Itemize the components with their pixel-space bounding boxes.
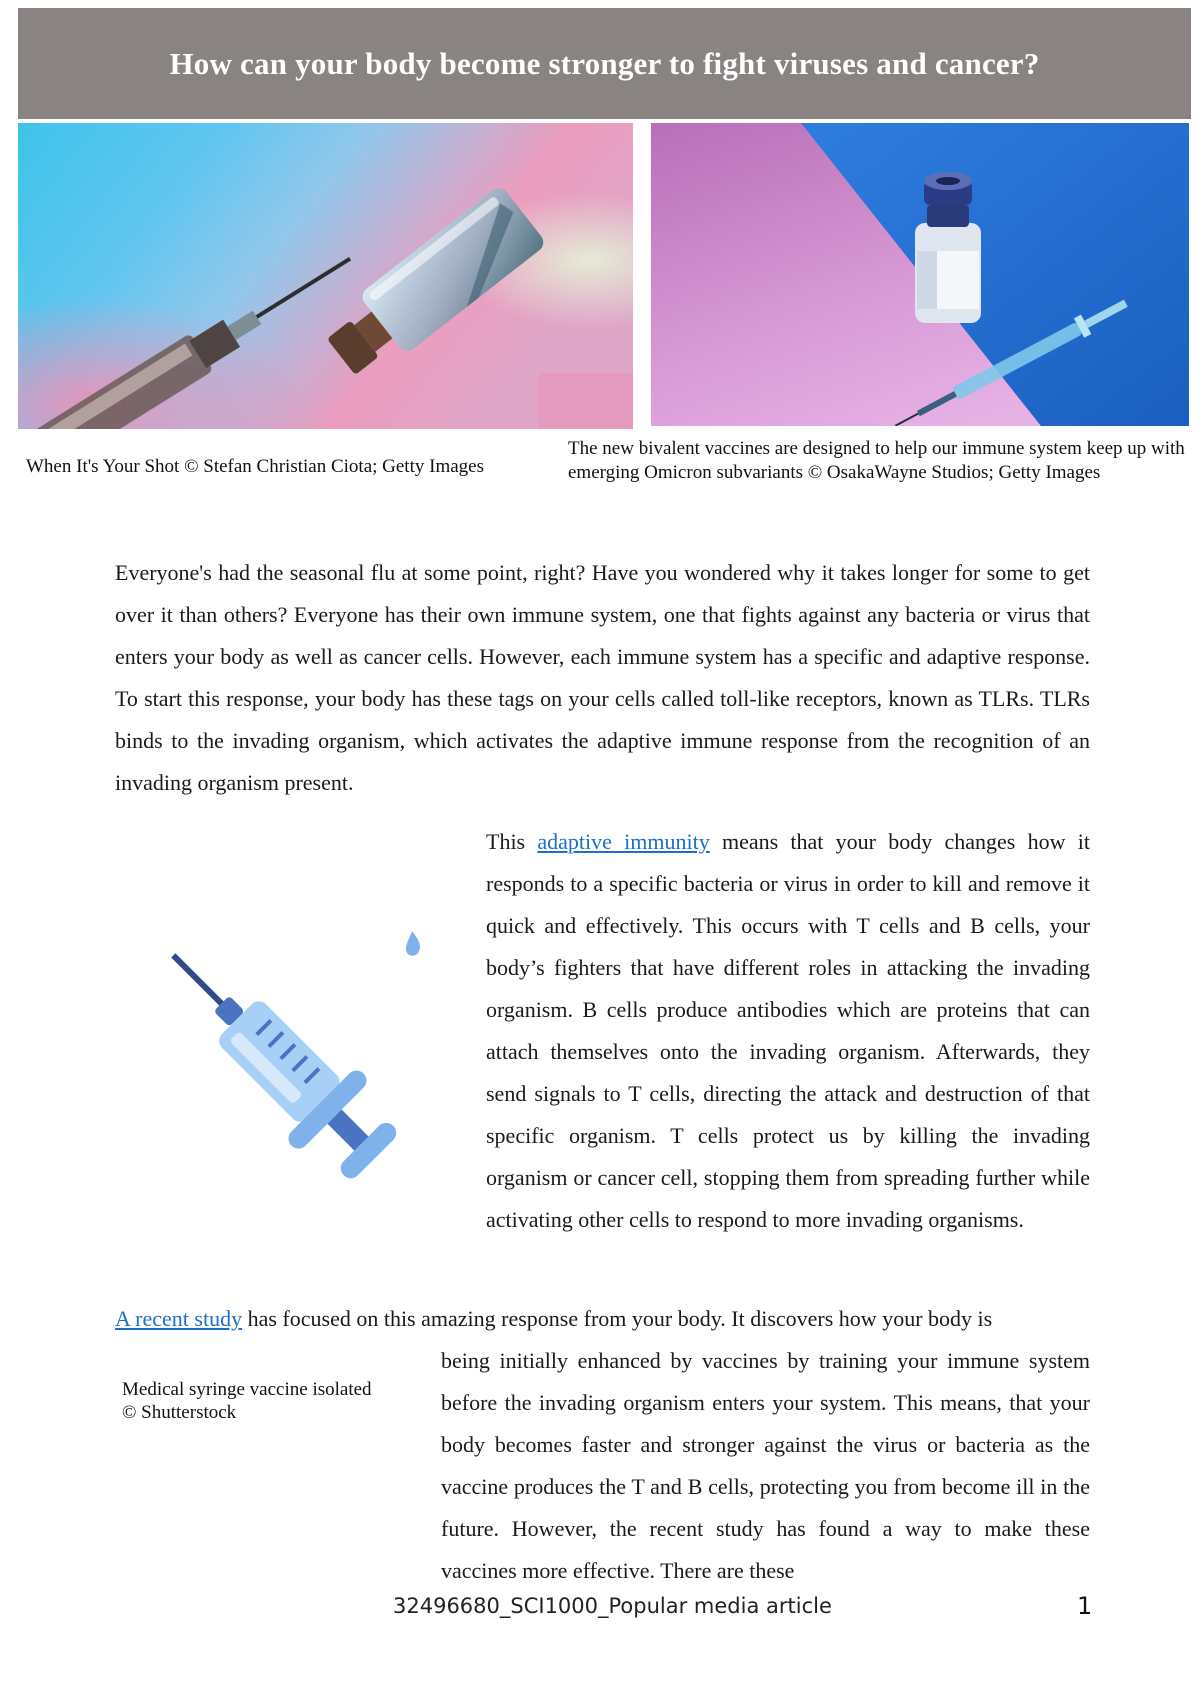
syringe-caption xyxy=(122,1378,412,1424)
adaptive-immunity-paragraph xyxy=(486,821,1090,1241)
bivalent-vaccine-photo xyxy=(651,123,1189,426)
paragraph-2-prefix: This xyxy=(486,829,538,854)
photo-1-caption: When It's Your Shot © Stefan Christian Ciota; Getty Images xyxy=(26,456,484,477)
syringe-caption-line-2: © Shutterstock xyxy=(122,1402,237,1423)
photo-2-caption: The new bivalent vaccines are designed to help our immune system keep up with emerging Omicron subvariants © OsakaWayne Studios; Getty Images xyxy=(568,438,1185,483)
vaccine-vial-photo xyxy=(18,123,633,429)
syringe-illustration xyxy=(150,925,440,1185)
title-banner xyxy=(18,8,1191,119)
paragraph-2-text: means that your body changes how it responds to a specific bacteria or virus in order to kill and remove it quick and effectively. This occurs with T cells and B cells, your body’s fighters that have different roles in attacking the invading organism. B cells produce antibodies which are proteins that can attach themselves onto the invading organism. Afterwards, they send signals to T cells, directing the attack and destruction of that specific organism. T cells protect us by killing the invading organism or cancer cell, stopping them from spreading further while activating other cells to respond to more invading organisms. xyxy=(486,829,1090,1232)
adaptive-immunity-link[interactable]: adaptive immunity xyxy=(537,829,710,854)
recent-study-link[interactable]: A recent study xyxy=(115,1306,243,1331)
intro-paragraph: Everyone's had the seasonal flu at some point, right? Have you wondered why it takes longer for some to get over it than others? Everyone has their own immune system, one that fights against any bacteria or virus that enters your body as well as cancer cells. However, each immune system has a specific and adaptive response. To start this response, your body has these tags on your cells called toll-like receptors, known as TLRs. TLRs binds to the invading organism, which activates the adaptive immune response from the recognition of an invading organism present. xyxy=(115,560,1090,795)
page-title: How can your body become stronger to fight viruses and cancer? xyxy=(169,45,1040,81)
recent-study-paragraph-line xyxy=(115,1298,1090,1340)
recent-study-paragraph: being initially enhanced by vaccines by training your immune system before the invading organism enters your system. This means, that your body becomes faster and stronger against the virus or bacteria as the vaccine produces the T and B cells, protecting you from become ill in the future. However, the recent study has found a way to make these vaccines more effective. There are these xyxy=(441,1348,1090,1583)
page-number: 1 xyxy=(1077,1592,1093,1620)
paragraph-3-first-text: has focused on this amazing response from your body. It discovers how your body is xyxy=(242,1306,993,1331)
footer-document-id: 32496680_SCI1000_Popular media article xyxy=(393,1594,832,1618)
syringe-caption-line-1: Medical syringe vaccine isolated xyxy=(122,1379,372,1400)
